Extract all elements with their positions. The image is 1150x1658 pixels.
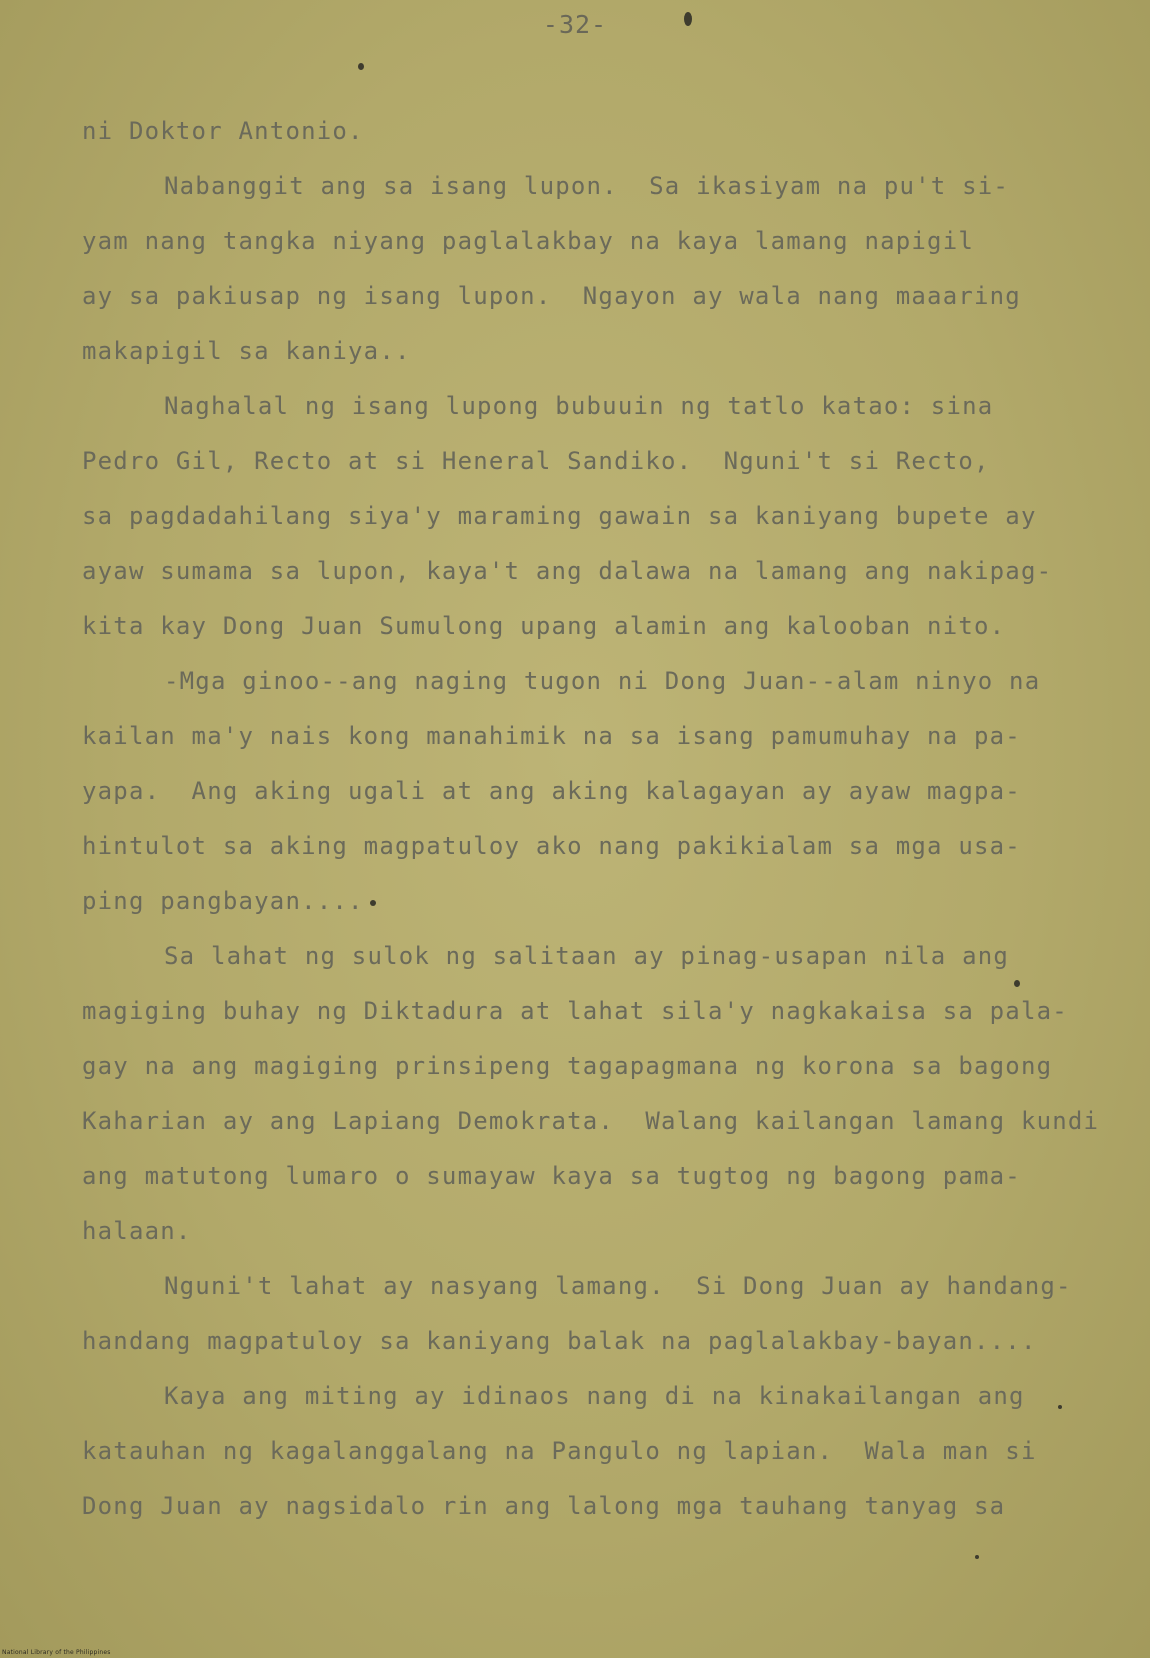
text-line: Nguni't lahat ay nasyang lamang. Si Dong Juan ay handang- [164, 1272, 1072, 1300]
text-line: Kaya ang miting ay idinaos nang di na kinakailangan ang [164, 1382, 1025, 1410]
text-line: handang magpatuloy sa kaniyang balak na paglalakbay-bayan.... [82, 1327, 1037, 1355]
paper-speck [1058, 1405, 1062, 1409]
text-line: hintulot sa aking magpatuloy ako nang pakikialam sa mga usa- [82, 832, 1021, 860]
page-number: -32- [542, 10, 608, 39]
paper-speck [370, 900, 376, 906]
text-line: halaan. [82, 1217, 192, 1245]
text-line: Kaharian ay ang Lapiang Demokrata. Walang kailangan lamang kundi [82, 1107, 1100, 1135]
text-line: Dong Juan ay nagsidalo rin ang lalong mga tauhang tanyag sa [82, 1492, 1006, 1520]
body-text [82, 104, 1100, 1534]
text-line: Sa lahat ng sulok ng salitaan ay pinag-usapan nila ang [164, 942, 1010, 970]
paper-speck [684, 12, 692, 26]
text-line: ay sa pakiusap ng isang lupon. Ngayon ay wala nang maaaring [82, 282, 1021, 310]
paper-speck [358, 63, 364, 70]
text-line: Pedro Gil, Recto at si Heneral Sandiko. Nguni't si Recto, [82, 447, 990, 475]
library-footer: National Library of the Philippines [2, 1649, 111, 1656]
text-line: magiging buhay ng Diktadura at lahat sila'y nagkakaisa sa pala- [82, 997, 1068, 1025]
text-line: ayaw sumama sa lupon, kaya't ang dalawa na lamang ang nakipag- [82, 557, 1053, 585]
paper-speck [1014, 980, 1020, 987]
text-line: ni Doktor Antonio. [82, 117, 364, 145]
text-line: ping pangbayan.... [82, 887, 364, 915]
text-line: sa pagdadahilang siya'y maraming gawain sa kaniyang bupete ay [82, 502, 1037, 530]
text-line: Nabanggit ang sa isang lupon. Sa ikasiyam na pu't si- [164, 172, 1010, 200]
text-line: yapa. Ang aking ugali at ang aking kalagayan ay ayaw magpa- [82, 777, 1021, 805]
paper-speck [975, 1555, 979, 1559]
text-line: yam nang tangka niyang paglalakbay na kaya lamang napigil [82, 227, 975, 255]
text-line: Naghalal ng isang lupong bubuuin ng tatlo katao: sina [164, 392, 994, 420]
text-line: kailan ma'y nais kong manahimik na sa isang pamumuhay na pa- [82, 722, 1021, 750]
text-line: makapigil sa kaniya.. [82, 337, 411, 365]
text-line: gay na ang magiging prinsipeng tagapagmana ng korona sa bagong [82, 1052, 1053, 1080]
text-line: ang matutong lumaro o sumayaw kaya sa tugtog ng bagong pama- [82, 1162, 1021, 1190]
text-line: kita kay Dong Juan Sumulong upang alamin ang kalooban nito. [82, 612, 1006, 640]
text-line: -Mga ginoo--ang naging tugon ni Dong Juan--alam ninyo na [164, 667, 1041, 695]
text-line: katauhan ng kagalanggalang na Pangulo ng lapian. Wala man si [82, 1437, 1037, 1465]
